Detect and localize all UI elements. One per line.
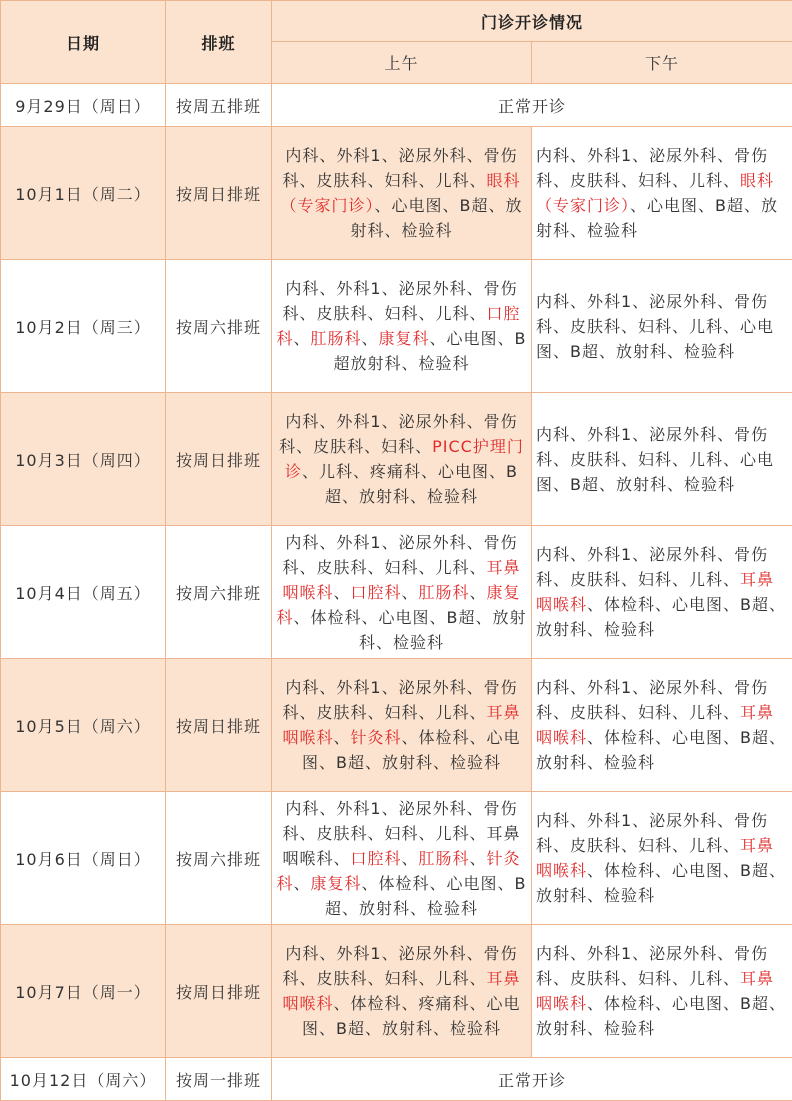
department-text: 、 — [293, 329, 310, 348]
highlighted-department: 康复科 — [379, 329, 430, 348]
department-text: 、 — [333, 728, 350, 747]
department-text: 、儿科、疼痛科、心电图、B超、放射科、检验科 — [302, 462, 518, 506]
row-date: 10月6日（周日） — [1, 792, 166, 925]
department-text: 、体检科、心电图、B超、放射科、检验科 — [302, 728, 521, 772]
schedule-row — [1, 84, 792, 127]
morning-departments — [272, 526, 532, 659]
row-shift: 按周五排班 — [166, 84, 272, 127]
department-text: 、体检科、心电图、B超、放射科、检验科 — [536, 861, 786, 905]
department-text: 、体检科、疼痛科、心电图、B超、放射科、检验科 — [302, 994, 521, 1038]
department-text: 内科、外科1、泌尿外科、骨伤科、皮肤科、妇科、儿科、 — [282, 944, 517, 988]
schedule-row — [1, 925, 792, 1058]
department-text: 、 — [470, 849, 487, 868]
row-date: 10月12日（周六） — [1, 1058, 166, 1101]
department-text: 内科、外科1、泌尿外科、骨伤科、皮肤科、妇科、儿科、心电图、B超、放射科、检验科 — [536, 292, 774, 361]
header-afternoon: 下午 — [532, 42, 792, 84]
department-text: 内科、外科1、泌尿外科、骨伤科、皮肤科、妇科、儿科、 — [282, 678, 517, 722]
morning-departments — [272, 127, 532, 260]
department-text: 、体检科、心电图、B超、放射科、检验科 — [536, 994, 786, 1038]
morning-departments — [272, 792, 532, 925]
highlighted-department: 耳鼻咽喉科 — [536, 570, 774, 614]
department-text: 内科、外科1、泌尿外科、骨伤科、皮肤科、妇科、儿科、耳鼻咽喉科、 — [282, 799, 520, 868]
row-shift: 按周六排班 — [166, 792, 272, 925]
highlighted-department: 耳鼻咽喉科 — [282, 558, 520, 602]
row-date: 10月1日（周二） — [1, 127, 166, 260]
highlighted-department: 针灸科 — [351, 728, 402, 747]
department-text: 内科、外科1、泌尿外科、骨伤科、皮肤科、妇科、儿科、 — [536, 678, 768, 722]
header-clinic-status: 门诊开诊情况 — [272, 1, 792, 42]
row-shift: 按周六排班 — [166, 526, 272, 659]
row-shift: 按周一排班 — [166, 1058, 272, 1101]
department-text: 、体检科、心电图、B超、放射科、检验科 — [536, 728, 786, 772]
morning-departments — [272, 393, 532, 526]
header-date: 日期 — [1, 1, 166, 84]
department-text: 、体检科、心电图、B超、放射科、检验科 — [294, 608, 527, 652]
row-date: 10月5日（周六） — [1, 659, 166, 792]
schedule-row — [1, 659, 792, 792]
highlighted-department: 眼科（专家门诊） — [536, 171, 774, 215]
department-text: 内科、外科1、泌尿外科、骨伤科、皮肤科、妇科、儿科、 — [536, 545, 768, 589]
department-text: 内科、外科1、泌尿外科、骨伤科、皮肤科、妇科、 — [279, 412, 517, 456]
department-text: 、 — [470, 583, 487, 602]
department-text: 、 — [469, 171, 486, 190]
row-status-normal: 正常开诊 — [272, 1058, 792, 1101]
row-status-normal: 正常开诊 — [272, 84, 792, 127]
highlighted-department: 耳鼻咽喉科 — [282, 969, 520, 1013]
header-shift: 排班 — [166, 1, 272, 84]
highlighted-department: 针灸科 — [276, 849, 520, 893]
row-date: 10月4日（周五） — [1, 526, 166, 659]
department-text: 内科、外科1、泌尿外科、骨伤科、皮肤科、妇科、儿科、 — [536, 811, 768, 855]
highlighted-department: 耳鼻咽喉科 — [536, 703, 774, 747]
row-shift: 按周日排班 — [166, 659, 272, 792]
afternoon-departments — [532, 925, 792, 1058]
department-text: 、 — [294, 874, 311, 893]
highlighted-department: 康复科 — [311, 874, 362, 893]
highlighted-department: 口腔科 — [350, 583, 401, 602]
department-text: 、 — [362, 329, 379, 348]
highlighted-department: 眼科（专家门诊） — [281, 171, 521, 215]
department-text: 、 — [401, 583, 418, 602]
department-text: 内科、外科1、泌尿外科、骨伤科、皮肤科、妇科、儿科、 — [536, 944, 768, 988]
highlighted-department: 肛肠科 — [419, 849, 470, 868]
highlighted-department: 耳鼻咽喉科 — [536, 969, 774, 1013]
schedule-row — [1, 792, 792, 925]
department-text: 、心电图、B超、放射科、检验科 — [536, 196, 778, 240]
afternoon-departments — [532, 260, 792, 393]
department-text: 、心电图、B超、放射科、检验科 — [350, 196, 522, 240]
department-text: 、 — [401, 849, 418, 868]
schedule-body — [1, 84, 792, 1101]
highlighted-department: 肛肠科 — [311, 329, 362, 348]
afternoon-departments — [532, 393, 792, 526]
row-shift: 按周日排班 — [166, 127, 272, 260]
department-text: 内科、外科1、泌尿外科、骨伤科、皮肤科、妇科、儿科、 — [536, 146, 768, 190]
schedule-row — [1, 1058, 792, 1101]
highlighted-department: PICC护理门诊 — [285, 437, 524, 481]
row-date: 10月3日（周四） — [1, 393, 166, 526]
department-text: 、心电图、B超放射科、检验科 — [333, 329, 526, 373]
afternoon-departments — [532, 526, 792, 659]
highlighted-department: 肛肠科 — [419, 583, 470, 602]
schedule-row — [1, 260, 792, 393]
afternoon-departments — [532, 792, 792, 925]
row-shift: 按周六排班 — [166, 260, 272, 393]
department-text: 内科、外科1、泌尿外科、骨伤科、皮肤科、妇科、儿科、 — [282, 533, 517, 577]
highlighted-department: 康复科 — [277, 583, 521, 627]
morning-departments — [272, 925, 532, 1058]
morning-departments — [272, 659, 532, 792]
row-date: 10月2日（周三） — [1, 260, 166, 393]
department-text: 、体检科、心电图、B超、放射科、检验科 — [325, 874, 527, 918]
header-row — [1, 1, 792, 42]
schedule-row — [1, 127, 792, 260]
header-morning: 上午 — [272, 42, 532, 84]
department-text: 内科、外科1、泌尿外科、骨伤科、皮肤科、妇科、儿科、心电图、B超、放射科、检验科 — [536, 425, 774, 494]
afternoon-departments — [532, 659, 792, 792]
highlighted-department: 口腔科 — [350, 849, 401, 868]
highlighted-department: 耳鼻咽喉科 — [536, 836, 774, 880]
row-date: 9月29日（周日） — [1, 84, 166, 127]
morning-departments — [272, 260, 532, 393]
afternoon-departments — [532, 127, 792, 260]
department-text: 、 — [333, 583, 350, 602]
row-shift: 按周日排班 — [166, 925, 272, 1058]
department-text: 内科、外科1、泌尿外科、骨伤科、皮肤科、妇科、儿科、 — [282, 279, 517, 323]
department-text: 内科、外科1、泌尿外科、骨伤科、皮肤科、妇科、儿科 — [282, 146, 517, 190]
schedule-row — [1, 526, 792, 659]
row-shift: 按周日排班 — [166, 393, 272, 526]
schedule-row — [1, 393, 792, 526]
highlighted-department: 耳鼻咽喉科 — [282, 703, 520, 747]
highlighted-department: 口腔科 — [276, 304, 520, 348]
department-text: 、体检科、心电图、B超、放射科、检验科 — [536, 595, 786, 639]
row-date: 10月7日（周一） — [1, 925, 166, 1058]
